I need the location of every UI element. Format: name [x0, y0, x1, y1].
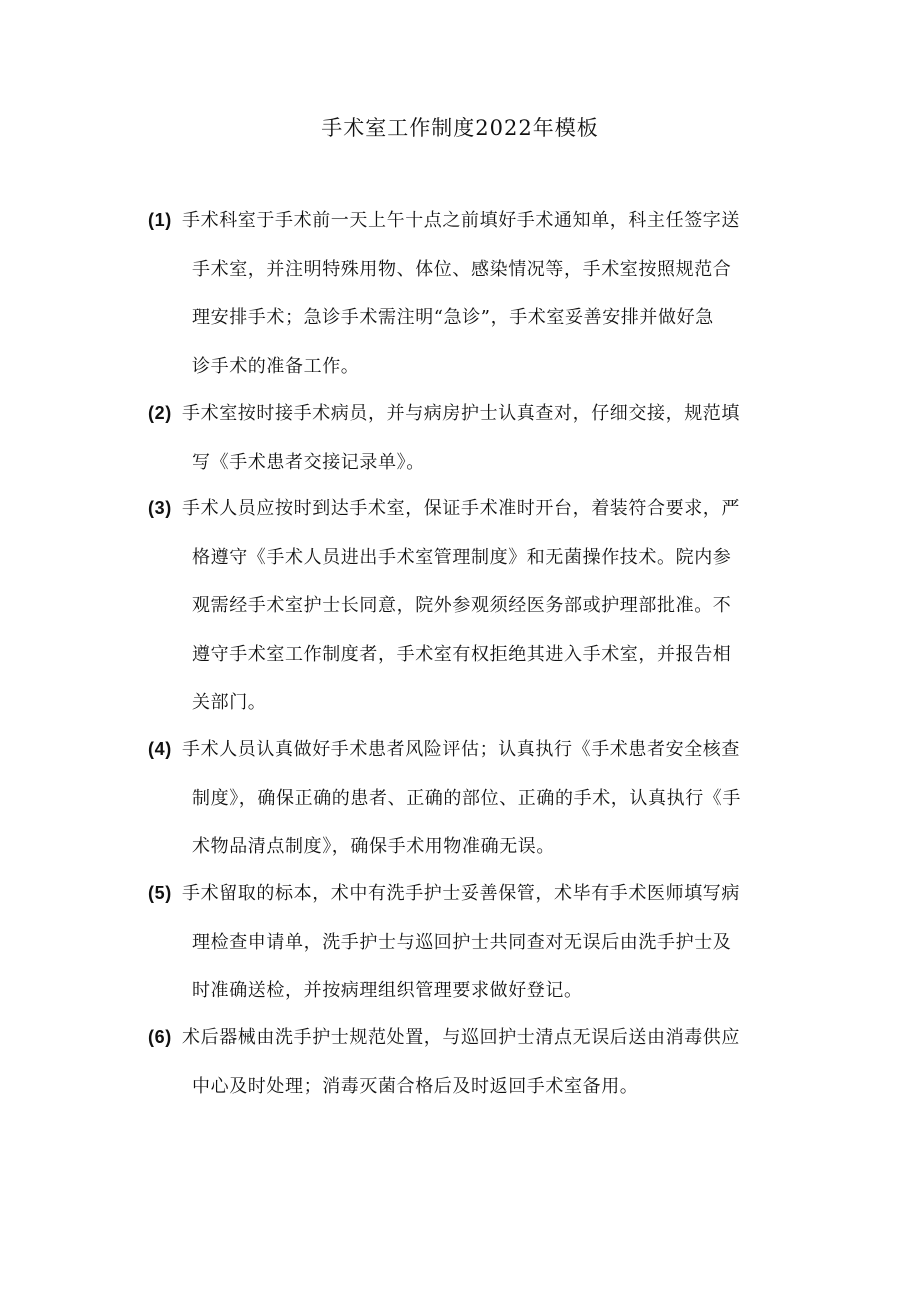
item-3-line-4: 遵守手术室工作制度者，手术室有权拒绝其进入手术室，并报告相 [192, 643, 732, 665]
item-2-marker: (2) [148, 403, 172, 423]
item-4-line-1 [148, 725, 788, 775]
item-1-line-1 [148, 196, 788, 246]
item-3-line-5: 关部门。 [192, 692, 267, 713]
item-1-text-1: 手术科室于手术前一天上午十点之前填好手术通知单，科主任签字送 [182, 210, 740, 231]
list-item-2 [148, 389, 788, 487]
item-3-line-2: 格遵守《手术人员进出手术室管理制度》和无菌操作技术。院内参 [192, 546, 732, 568]
item-5-line-1 [148, 869, 788, 919]
item-5-line-2: 理检查申请单，洗手护士与巡回护士共同查对无误后由洗手护士及 [192, 931, 732, 953]
item-5-line-3: 时准确送检，并按病理组织管理要求做好登记。 [192, 980, 583, 1001]
list-item-5 [148, 869, 788, 1016]
item-6-line-2: 中心及时处理；消毒灭菌合格后及时返回手术室备用。 [192, 1075, 639, 1097]
item-6-text-1: 术后器械由洗手护士规范处置，与巡回护士清点无误后送由消毒供应 [182, 1027, 740, 1048]
item-4-text-1: 手术人员认真做好手术患者风险评估；认真执行《手术患者安全核查 [182, 739, 740, 760]
item-2-line-2: 写《手术患者交接记录单》。 [192, 451, 425, 473]
item-1-line-3: 理安排手术；急诊手术需注明“急诊”，手术室妥善安排并做好急 [192, 307, 714, 328]
page-title: 手术室工作制度2022年模板 [321, 116, 599, 140]
item-5-text-1: 手术留取的标本，术中有洗手护士妥善保管，术毕有手术医师填写病 [182, 883, 740, 904]
item-1-line-2: 手术室，并注明特殊用物、体位、感染情况等，手术室按照规范合 [192, 258, 732, 280]
item-1-marker: (1) [148, 210, 172, 230]
item-1-line-4: 诊手术的准备工作。 [192, 355, 360, 377]
item-4-line-3: 术物品清点制度》，确保手术用物准确无误。 [192, 836, 555, 857]
item-4-line-2: 制度》，确保正确的患者、正确的部位、正确的手术，认真执行《手 [192, 787, 741, 809]
item-3-line-3: 观需经手术室护士长同意，院外参观须经医务部或护理部批准。不 [192, 595, 732, 616]
list-item-3 [148, 484, 788, 728]
item-5-marker: (5) [148, 883, 172, 903]
item-3-text-1: 手术人员应按时到达手术室，保证手术准时开台，着装符合要求，严 [182, 498, 740, 519]
item-6-marker: (6) [148, 1027, 172, 1047]
list-item-1 [148, 196, 788, 391]
item-3-line-1 [148, 484, 788, 534]
list-item-4 [148, 725, 788, 872]
list-item-6 [148, 1013, 788, 1111]
item-6-line-1 [148, 1013, 788, 1063]
item-2-line-1 [148, 389, 788, 439]
item-2-text-1: 手术室按时接手术病员，并与病房护士认真查对，仔细交接，规范填 [182, 403, 740, 424]
item-4-marker: (4) [148, 739, 172, 759]
item-3-marker: (3) [148, 498, 172, 518]
